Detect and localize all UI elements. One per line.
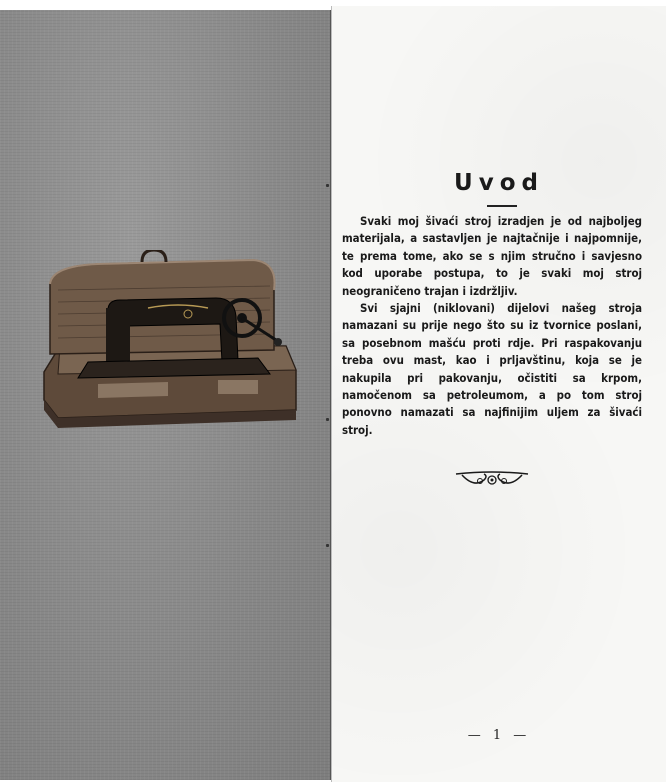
right-page <box>331 6 666 782</box>
body-text <box>342 213 642 439</box>
title-underline <box>487 205 517 207</box>
left-page <box>0 10 332 780</box>
paragraph: Svaki moj šivaći stroj izradjen je od najboljeg materijala, a sastavljen je najtačnije i najpomnije, te prema tome, ako se s njim stručno i savjesno kod uporabe postupa, to je svaki moj stroj neograničeno trajan i izdržljiv. <box>342 214 642 298</box>
sewing-machine-illustration <box>38 250 300 428</box>
page-number: — 1 — <box>467 728 531 743</box>
paragraph: Svi sjajni (niklovani) dijelovi našeg stroja namazani su prije nego što su iz tvornice poslani, sa posebnom mašću proti rdje. Pri raspakovanju treba ovu mast, kao i prljavštinu, koja se je nakupila pri pakovanju, očistiti sa krpom, namočenom sa petroleumom, a po tom stroj ponovno namazati sa najfinijim uljem za šivaći stroj. <box>342 301 642 437</box>
spine-stitch <box>326 184 329 187</box>
spine-stitch <box>326 418 329 421</box>
spine-stitch <box>326 544 329 547</box>
page-title: Uvod <box>454 170 544 196</box>
decorative-scroll-ornament <box>454 468 530 490</box>
